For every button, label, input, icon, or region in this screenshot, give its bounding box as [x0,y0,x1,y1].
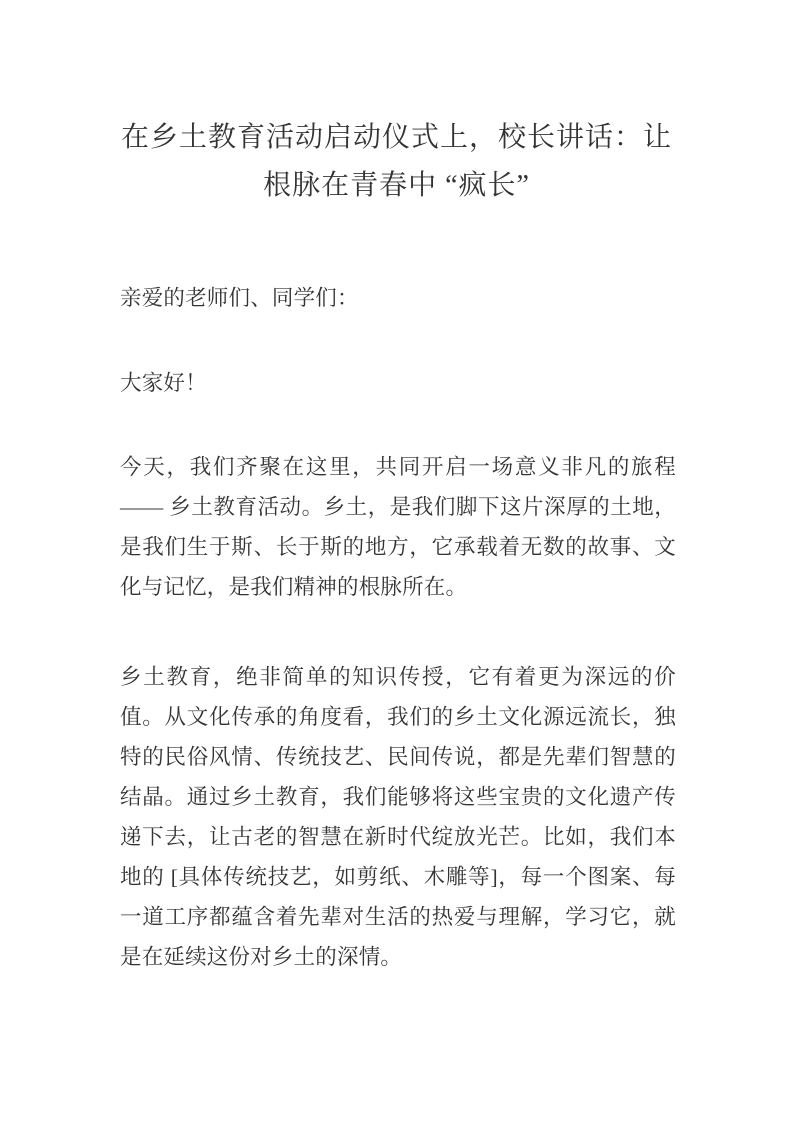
body-paragraph-journey: 今天，我们齐聚在这里，共同开启一场意义非凡的旅程 —— 乡土教育活动。乡土，是我们脚下这片深厚的土地，是我们生于斯、长于斯的地方，它承载着无数的故事、文化与记忆，是我们精神的根脉所在。 [120,455,676,599]
salutation-line: 亲爱的老师们、同学们： [120,286,359,310]
document-title: 在乡土教育活动启动仪式上，校长讲话：让根脉在青春中 “疯长” [120,122,672,201]
body-paragraph-value: 乡土教育，绝非简单的知识传授，它有着更为深远的价值。从文化传承的角度看，我们的乡土文化源远流长，独特的民俗风情、传统技艺、民间传说，都是先辈们智慧的结晶。通过乡土教育，我们能够将这些宝贵的文化遗产传递下去，让古老的智慧在新时代绽放光芒。比如，我们本地的 [具体传统技艺，如剪纸、木雕等]，每一个图案、每一道工序都蕴含着先辈对生活的热爱与理解，学习它，就是在延续这份对乡土的深情。 [120,665,676,969]
greeting-line: 大家好！ [120,371,207,395]
